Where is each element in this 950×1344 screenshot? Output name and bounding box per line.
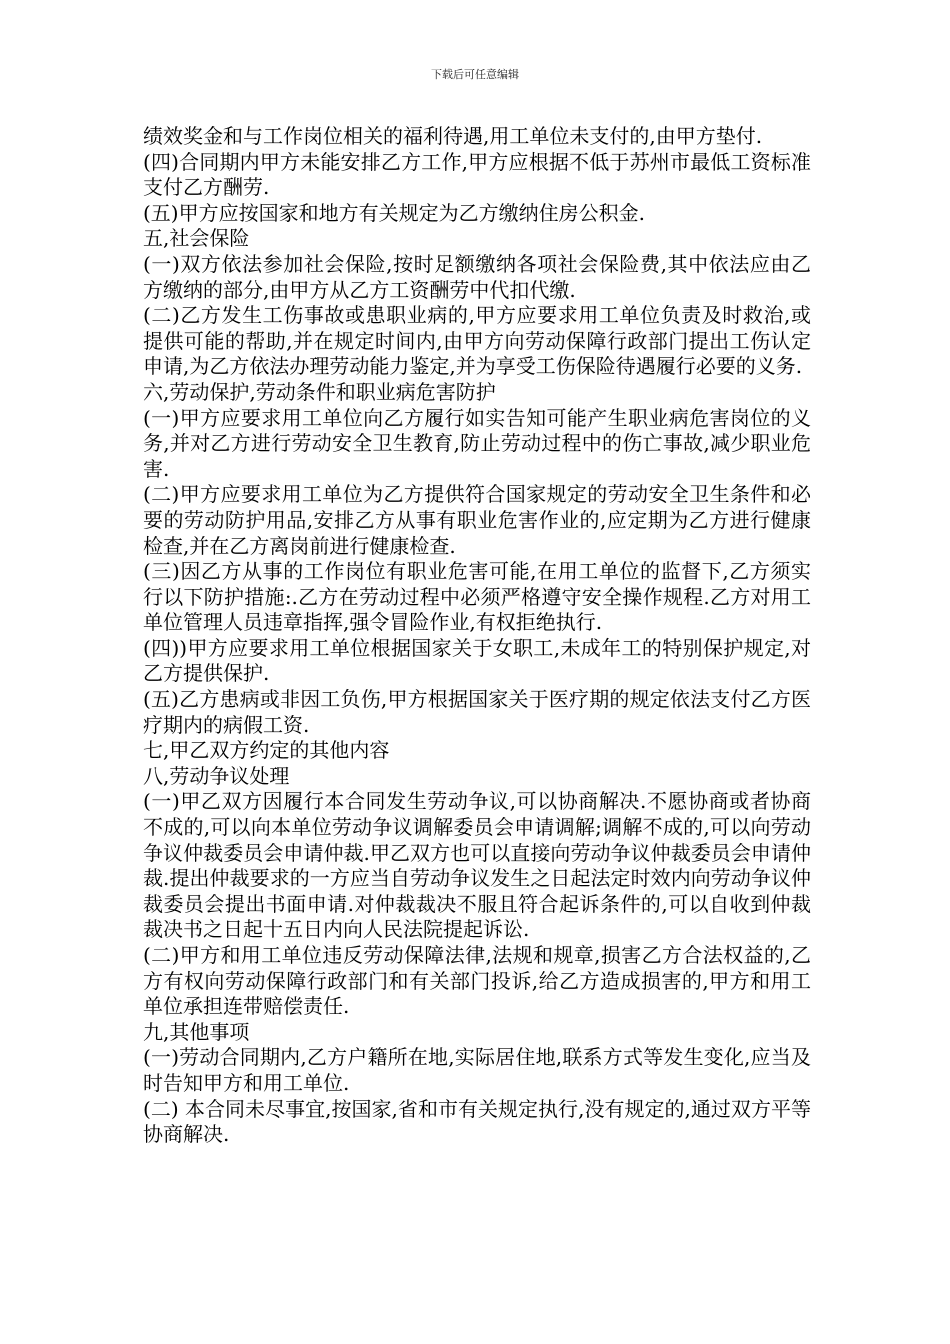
section-heading: 六,劳动保护,劳动条件和职业病危害防护 — [143, 379, 496, 404]
section-heading: 九,其他事项 — [143, 1019, 250, 1044]
document-body — [143, 124, 811, 1148]
paragraph: (三)因乙方从事的工作岗位有职业危害可能,在用工单位的监督下,乙方须实行以下防护措施:.乙方在劳动过程中必须严格遵守安全操作规程.乙方对用工单位管理人员违章指挥,强令冒险作业,有权拒绝执行. — [143, 559, 811, 635]
paragraph: (二)甲方和用工单位违反劳动保障法律,法规和规章,损害乙方合法权益的,乙方有权向劳动保障行政部门和有关部门投诉,给乙方造成损害的,甲方和用工单位承担连带赔偿责任. — [143, 943, 811, 1019]
section-heading: 八,劳动争议处理 — [143, 763, 290, 788]
paragraph: (一)甲乙双方因履行本合同发生劳动争议,可以协商解决.不愿协商或者协商不成的,可以向本单位劳动争议调解委员会申请调解;调解不成的,可以向劳动争议仲裁委员会申请仲裁.甲乙双方也可以直接向劳动争议仲裁委员会申请仲裁.提出仲裁要求的一方应当自劳动争议发生之日起法定时效内向劳动争议仲裁委员会提出书面申请.对仲裁裁决不服且符合起诉条件的,可以自收到仲裁裁决书之日起十五日内向人民法院提起诉讼. — [143, 789, 811, 942]
paragraph: (四))甲方应要求用工单位根据国家关于女职工,未成年工的特别保护规定,对乙方提供保护. — [143, 635, 811, 686]
paragraph: (一)劳动合同期内,乙方户籍所在地,实际居住地,联系方式等发生变化,应当及时告知甲方和用工单位. — [143, 1045, 811, 1095]
section-heading: 五,社会保险 — [143, 226, 250, 251]
paragraph: 绩效奖金和与工作岗位相关的福利待遇,用工单位未支付的,由甲方垫付. — [143, 124, 763, 148]
paragraph: (二)乙方发生工伤事故或患职业病的,甲方应要求用工单位负责及时救治,或提供可能的帮助,并在规定时间内,由甲方向劳动保障行政部门提出工伤认定申请,为乙方依法办理劳动能力鉴定,并为享受工伤保险待遇履行必要的义务. — [143, 303, 811, 379]
paragraph: (一)甲方应要求用工单位向乙方履行如实告知可能产生职业病危害岗位的义务,并对乙方进行劳动安全卫生教育,防止劳动过程中的伤亡事故,减少职业危害. — [143, 405, 811, 481]
page-header: 下载后可任意编辑 — [431, 68, 519, 81]
paragraph: (二)甲方应要求用工单位为乙方提供符合国家规定的劳动安全卫生条件和必要的劳动防护用品,安排乙方从事有职业危害作业的,应定期为乙方进行健康检查,并在乙方离岗前进行健康检查. — [143, 482, 811, 558]
paragraph: (五)乙方患病或非因工负伤,甲方根据国家关于医疗期的规定依法支付乙方医疗期内的病假工资. — [143, 687, 811, 737]
paragraph: (二) 本合同未尽事宜,按国家,省和市有关规定执行,没有规定的,通过双方平等协商解决. — [143, 1096, 811, 1147]
paragraph: (五)甲方应按国家和地方有关规定为乙方缴纳住房公积金. — [143, 200, 645, 225]
section-heading: 七,甲乙双方约定的其他内容 — [143, 738, 390, 763]
paragraph: (四)合同期内甲方未能安排乙方工作,甲方应根据不低于苏州市最低工资标准支付乙方酬劳. — [143, 149, 811, 200]
paragraph: (一)双方依法参加社会保险,按时足额缴纳各项社会保险费,其中依法应由乙方缴纳的部分,由甲方从乙方工资酬劳中代扣代缴. — [143, 251, 811, 302]
